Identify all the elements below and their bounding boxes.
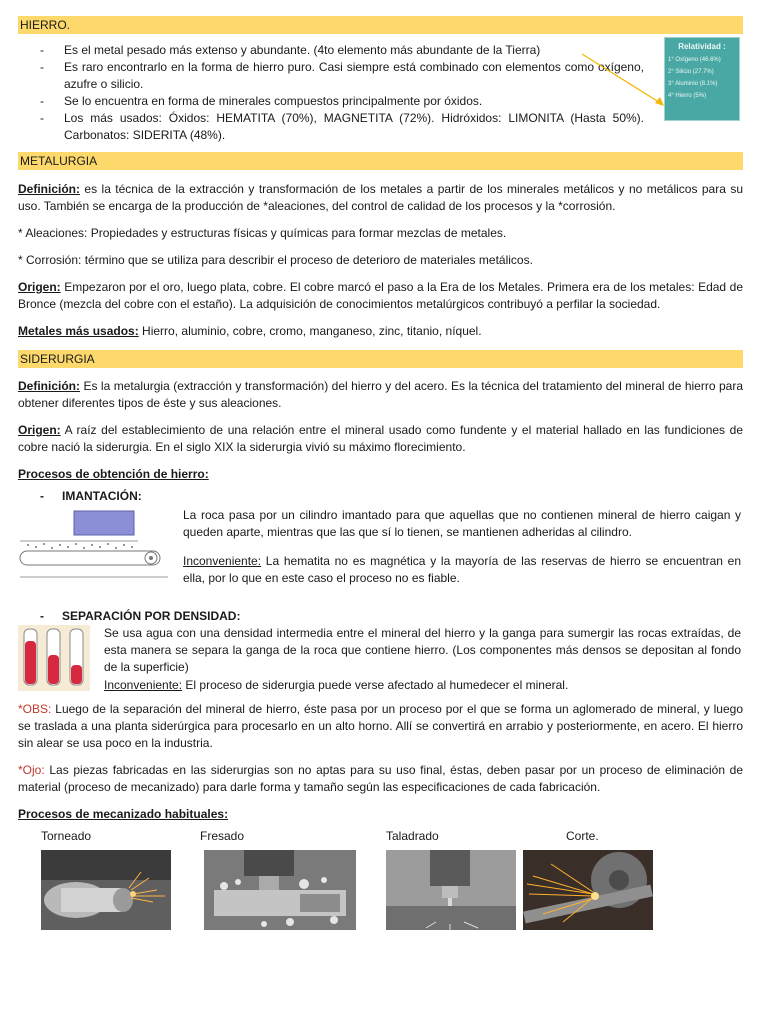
obs-paragraph: *OBS: Luego de la separación del mineral de hierro, éste pasa por un proceso por el que se forma un aglomerado de mineral, y luego se traslada a una planta siderúrgica para procesarlo en un alto horno. Allí se convertirá en arrabio y posteriormente, en acero. El hierro sin alear se usa poco en la industria. [18, 702, 743, 750]
densidad-title: - SEPARACIÓN POR DENSIDAD: [40, 609, 241, 623]
list-item: - Los más usados: Óxidos: HEMATITA (70%), MAGNETITA (72%). Hidróxidos: LIMONITA (Hasta 50%). Carbonatos: SIDERITA (48%). [40, 111, 644, 142]
magnetic-separator-image [18, 507, 176, 583]
ojo-paragraph: *Ojo: Las piezas fabricadas en las siderurgias son no aptas para su uso final, éstas, deben pasar por un proceso de eliminación de material (proceso de mecanizado) para darle forma y tamaño según las especificaciones de cada fabricación. [18, 763, 743, 794]
mecanizado-row [18, 829, 743, 954]
corte-image [523, 850, 653, 930]
document-page [18, 16, 743, 954]
relatividad-item: 3° Aluminio (8.1%) [668, 81, 718, 87]
metalurgia-definicion: Definición: es la técnica de la extracción y transformación de los metales a partir de los minerales metálicos y no metálicos para su uso. También se encarga de la producción de *aleaciones, del control de calidad de los procesos y la *corrosión. [18, 182, 743, 213]
label-corte: Corte. [566, 829, 599, 843]
densidad-text: Se usa agua con una densidad intermedia entre el mineral del hierro y la ganga para sumergir las rocas extraídas, de esta manera se separa la ganga de la roca que contiene hierro. (Los componentes más densos se depositan al fondo de la superficie) [104, 626, 741, 674]
list-item: - Es raro encontrarlo en la forma de hierro puro. Casi siempre está combinado con elementos como oxígeno, azufre o silicio. [40, 60, 644, 91]
metalurgia-aleaciones: * Aleaciones: Propiedades y estructuras físicas y químicas para formar mezclas de metales. [18, 226, 507, 240]
arrow-icon [578, 50, 668, 110]
metalurgia-corrosion: * Corrosión: término que se utiliza para describir el proceso de deterioro de materiales metálicos. [18, 253, 533, 267]
torneado-image [41, 850, 171, 930]
taladrado-image [386, 850, 516, 930]
mecanizado-title: Procesos de mecanizado habituales: [18, 807, 229, 821]
section-header-hierro: HIERRO. [18, 16, 743, 34]
relatividad-item: 1° Oxígeno (46.6%) [668, 57, 721, 63]
imantacion-text: La roca pasa por un cilindro imantado para que aquellas que no contienen mineral de hierro caigan y queden aparte, mientras que las que sí lo tienen, se mantienen adheridas al cilindro. [183, 508, 741, 539]
list-item: - Se lo encuentra en forma de minerales compuestos principalmente por óxidos. [40, 94, 483, 108]
relatividad-title: Relatividad : [678, 42, 726, 51]
siderurgia-origen: Origen: A raíz del establecimiento de una relación entre el mineral usado como fundente y el material hallado en las fundiciones de cobre nació la siderurgia. En el siglo XIX la siderurgia vivió su máximo florecimiento. [18, 423, 743, 454]
section-header-metalurgia: METALURGIA [18, 152, 743, 170]
imantacion-block [18, 489, 743, 609]
densidad-inconveniente: Inconveniente: El proceso de siderurgia puede verse afectado al humedecer el mineral. [104, 678, 569, 692]
list-item: - Es el metal pesado más extenso y abundante. (4to elemento más abundante de la Tierra) [40, 43, 541, 57]
label-taladrado: Taladrado [386, 829, 439, 843]
label-torneado: Torneado [41, 829, 92, 843]
test-tubes-image [18, 625, 90, 691]
hierro-bullet-list [18, 42, 644, 144]
siderurgia-definicion: Definición: Es la metalurgia (extracción y transformación) del hierro y del acero. Es la técnica del tratamiento del mineral de hierro para obtener diferentes tipos de éste y sus aleaciones. [18, 379, 743, 410]
densidad-block [18, 609, 743, 699]
relatividad-item: 2° Silicio (27.7%) [668, 69, 714, 75]
imantacion-inconveniente: Inconveniente: La hematita no es magnética y la mayoría de las reservas de hierro se encuentran en ella, por lo que en este caso el proceso no es fiable. [183, 554, 741, 585]
section-header-siderurgia: SIDERURGIA [18, 350, 743, 368]
metalurgia-origen: Origen: Empezaron por el oro, luego plata, cobre. El cobre marcó el paso a la Era de los Metales. Primera era de los metales: Edad de Bronce (mezcla del cobre con el estaño). La adquisición de conocimientos metalúrgicos contribuyó a perfilar la sociedad. [18, 280, 743, 311]
procesos-obtencion-title: Procesos de obtención de hierro: [18, 467, 209, 481]
label-fresado: Fresado [200, 829, 245, 843]
fresado-image [204, 850, 356, 930]
metalurgia-metales: Metales más usados: Hierro, aluminio, cobre, cromo, manganeso, zinc, titanio, níquel. [18, 324, 482, 338]
relatividad-box [664, 37, 740, 121]
imantacion-title: - IMANTACIÓN: [40, 489, 142, 503]
relatividad-item: 4° Hierro (5%) [668, 93, 707, 99]
